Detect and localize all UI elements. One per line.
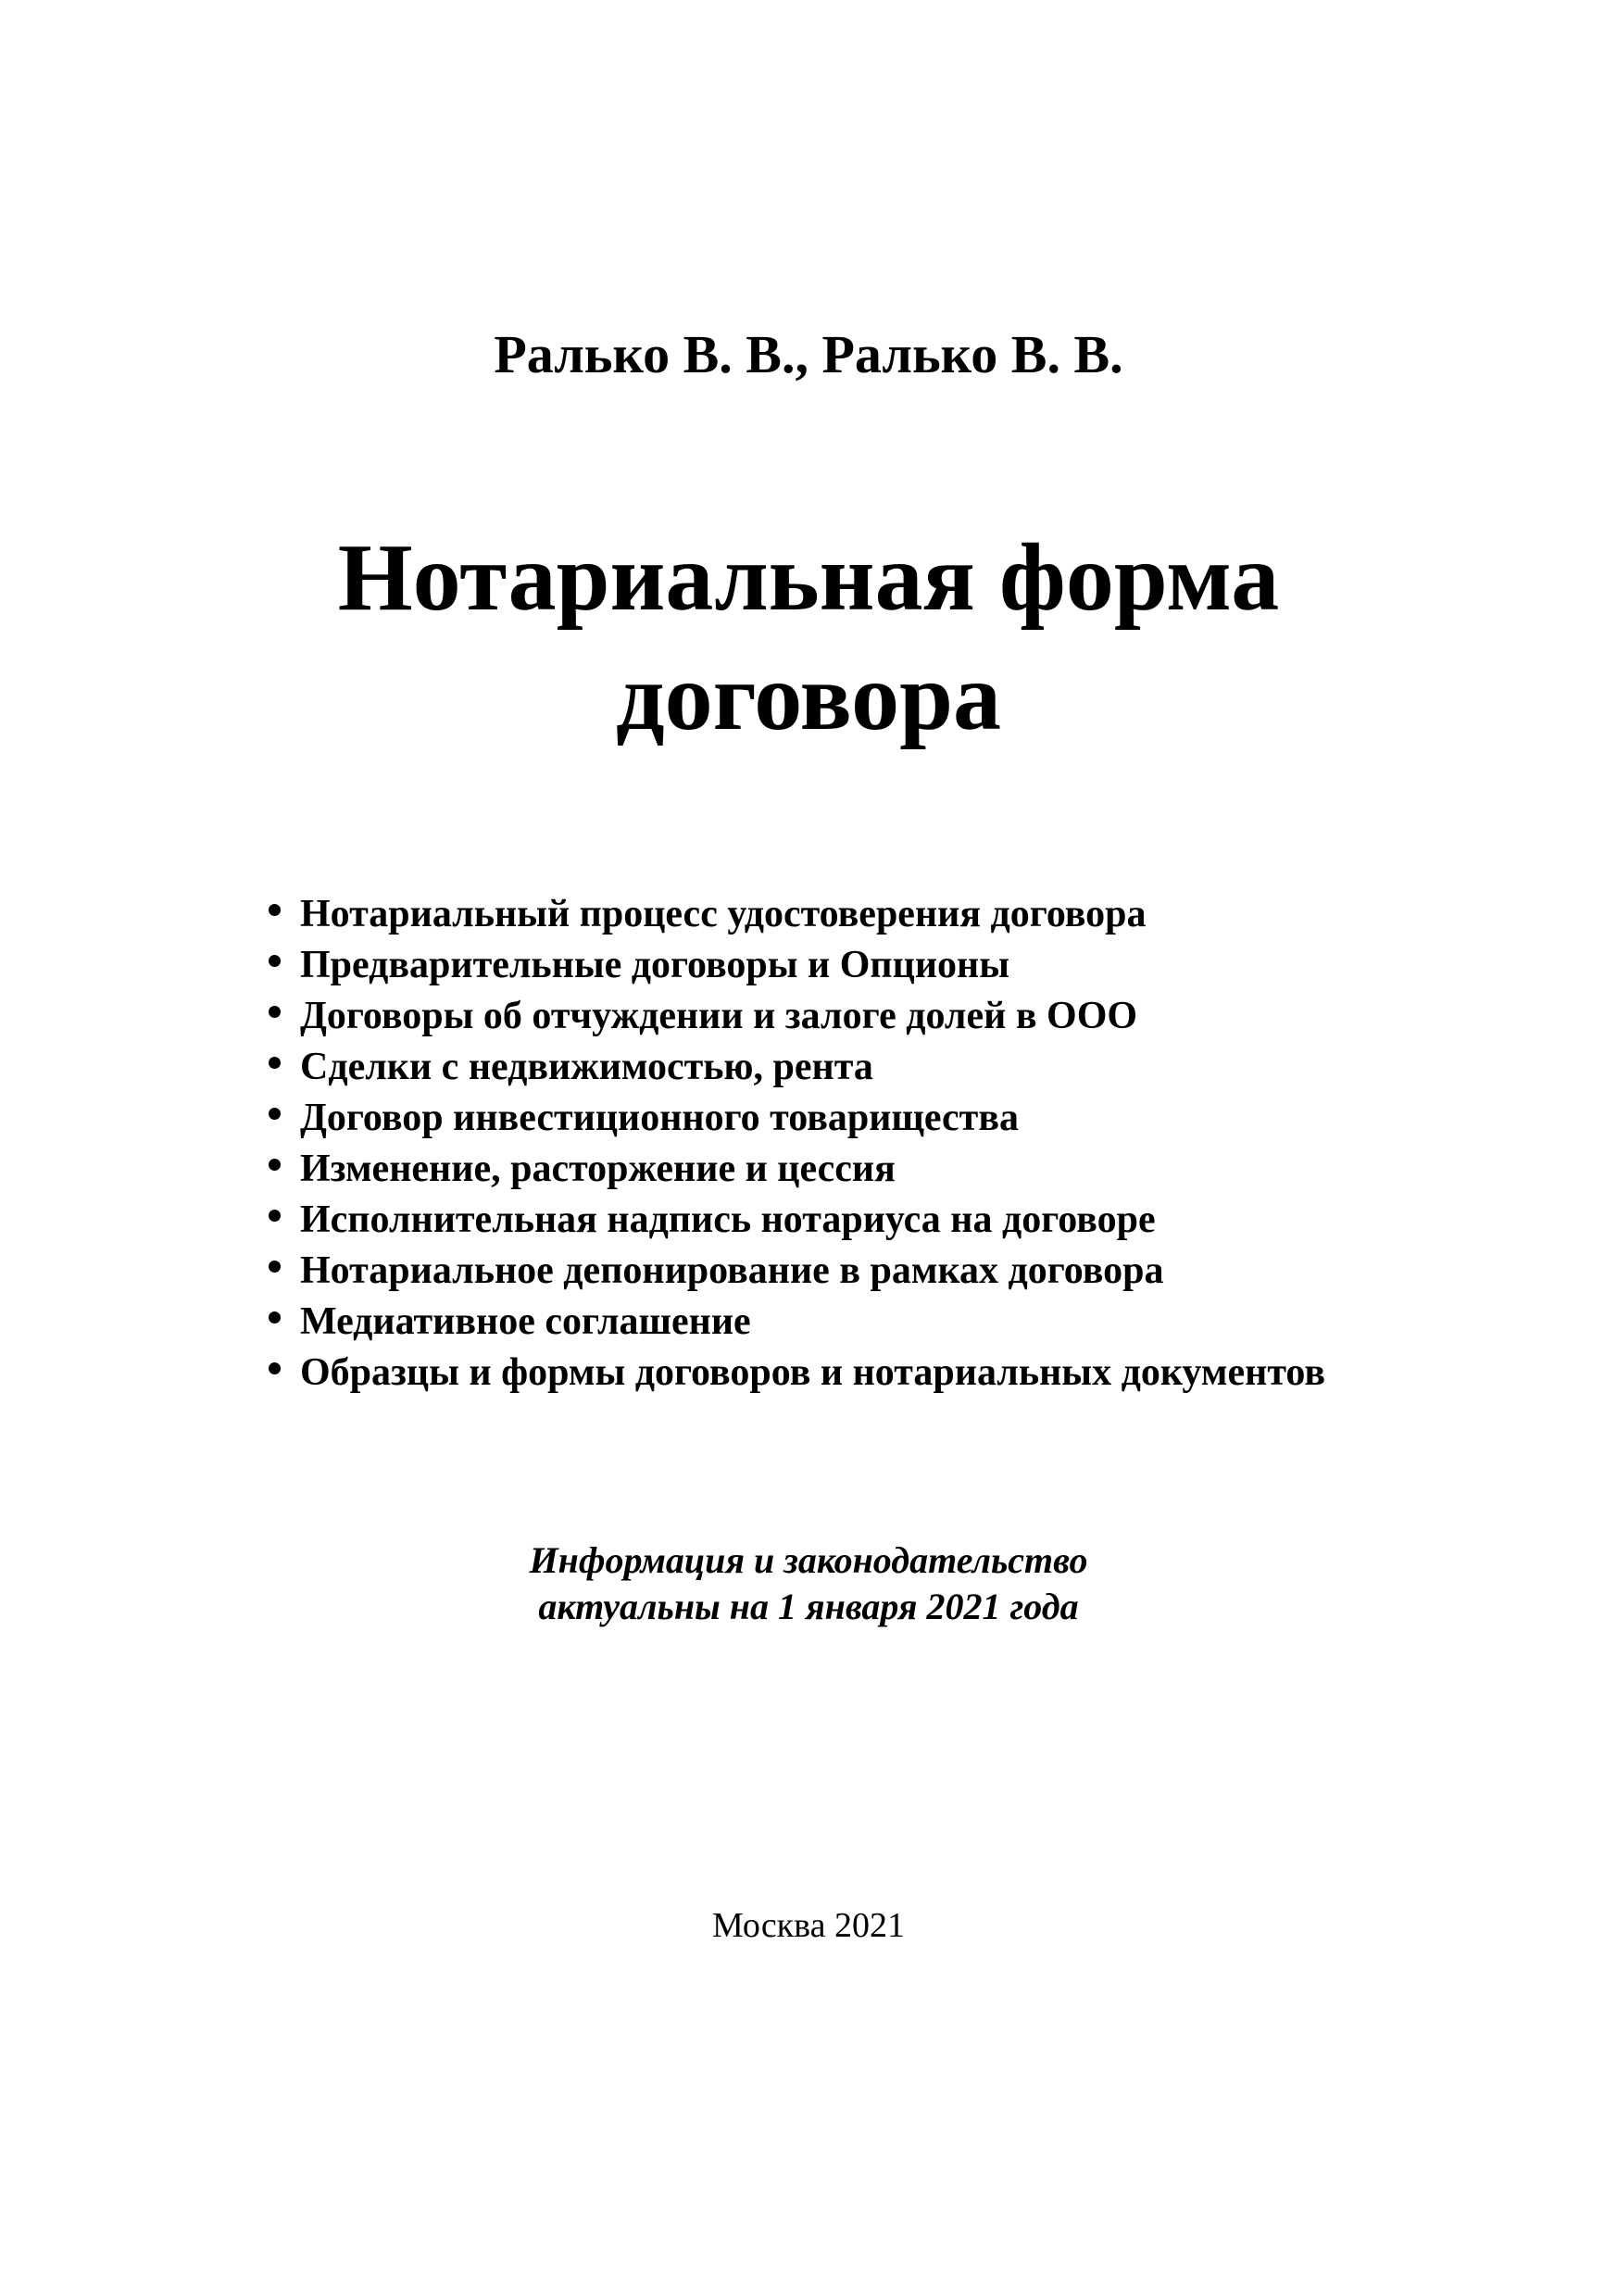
list-item bbox=[269, 1195, 1325, 1246]
bullet-icon bbox=[269, 1057, 281, 1069]
list-item bbox=[269, 940, 1325, 991]
book-title-line-1: Нотариальная форма bbox=[337, 524, 1280, 631]
currency-note-line-1: Информация и законодательство bbox=[529, 1539, 1088, 1581]
list-item bbox=[269, 1246, 1325, 1297]
bullet-icon bbox=[269, 1108, 281, 1120]
bullet-icon bbox=[269, 955, 281, 967]
list-item bbox=[269, 1144, 1325, 1195]
topic-text: Изменение, расторжение и цессия bbox=[300, 1148, 896, 1190]
bullet-icon bbox=[269, 1311, 281, 1324]
bullet-icon bbox=[269, 1006, 281, 1018]
topics-list bbox=[269, 889, 1325, 1399]
topic-text: Нотариальный процесс удостоверения договора bbox=[300, 893, 1147, 935]
bullet-icon bbox=[269, 1159, 281, 1171]
list-item bbox=[269, 1042, 1325, 1093]
list-item bbox=[269, 1297, 1325, 1348]
list-item bbox=[269, 1093, 1325, 1144]
bullet-icon bbox=[269, 904, 281, 916]
topic-text: Сделки с недвижимостью, рента bbox=[300, 1046, 873, 1088]
list-item bbox=[269, 991, 1325, 1042]
topic-text: Исполнительная надпись нотариуса на договоре bbox=[300, 1198, 1156, 1241]
authors: Ралько В. В., Ралько В. В. bbox=[494, 324, 1123, 384]
topic-text: Договор инвестиционного товарищества bbox=[300, 1097, 1019, 1139]
book-title bbox=[0, 519, 1617, 758]
topic-text: Нотариальное депонирование в рамках договора bbox=[300, 1249, 1164, 1292]
topic-text: Договоры об отчуждении и залоге долей в ООО bbox=[300, 995, 1138, 1037]
place-year: Москва 2021 bbox=[712, 1906, 905, 1945]
topic-text: Предварительные договоры и Опционы bbox=[300, 944, 1010, 986]
bullet-icon bbox=[269, 1362, 281, 1374]
topic-text: Образцы и формы договоров и нотариальных документов bbox=[300, 1351, 1326, 1394]
bullet-icon bbox=[269, 1261, 281, 1273]
list-item bbox=[269, 1348, 1325, 1399]
currency-note bbox=[0, 1537, 1617, 1630]
list-item bbox=[269, 889, 1325, 940]
bullet-icon bbox=[269, 1210, 281, 1222]
currency-note-line-2: актуальны на 1 января 2021 года bbox=[538, 1586, 1079, 1627]
topic-text: Медиативное соглашение bbox=[300, 1300, 751, 1343]
book-title-line-2: договора bbox=[616, 643, 1001, 750]
